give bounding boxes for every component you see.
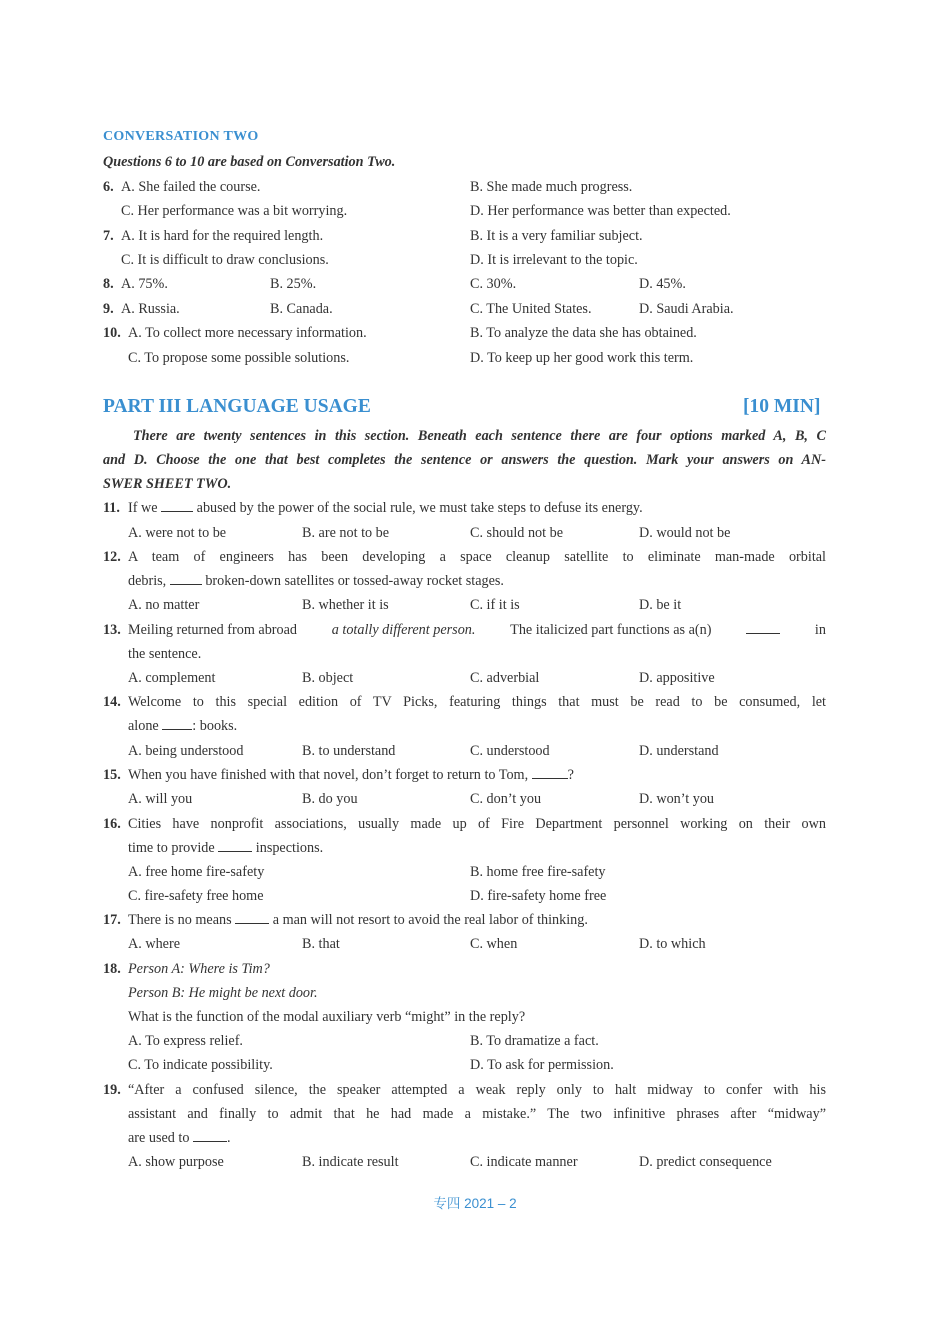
stem-text: debris, — [128, 573, 167, 589]
option-c: C. should not be — [470, 525, 564, 541]
part-time: [10 MIN] — [743, 396, 821, 417]
option-b: B. To dramatize a fact. — [470, 1033, 599, 1049]
question-number: 16. — [103, 816, 121, 832]
question-stem: What is the function of the modal auxiliary verb “might” in the reply? — [128, 1009, 526, 1025]
instruction-text: and D. Choose the one that best completes the sentence or answers the question. Mark your answers on AN- — [103, 452, 826, 468]
question-number: 12. — [103, 549, 121, 565]
stem-text: A team of engineers has been developing a space cleanup satellite to eliminate man-made orbital — [128, 549, 826, 565]
option-a: A. were not to be — [128, 525, 227, 541]
answer-blank — [746, 621, 780, 634]
option-a: A. free home fire-safety — [128, 864, 265, 880]
option-c: C. It is difficult to draw conclusions. — [121, 252, 329, 268]
option-d: D. would not be — [639, 525, 731, 541]
stem-text: Cities have nonprofit associations, usually made up of Fire Department personnel working on their own — [128, 816, 826, 832]
question-stem-line-1 — [128, 548, 826, 566]
option-c: C. when — [470, 936, 518, 952]
page-footer: 专四 2021 – 2 — [433, 1196, 517, 1211]
question-number: 13. — [103, 622, 121, 638]
question-number: 8. — [103, 276, 114, 292]
option-a: A. being understood — [128, 743, 244, 759]
instruction-text: There are twenty sentences in this section. Beneath each sentence there are four options marked A, B, C — [133, 428, 826, 444]
option-b: B. object — [302, 670, 354, 686]
option-b: B. To analyze the data she has obtained. — [470, 325, 697, 341]
option-b: B. do you — [302, 791, 358, 807]
stem-text: : books. — [192, 718, 238, 734]
option-d: D. be it — [639, 597, 682, 613]
question-number: 7. — [103, 228, 114, 244]
option-a: A. show purpose — [128, 1154, 224, 1170]
option-c: C. Her performance was a bit worrying. — [121, 203, 348, 219]
option-a: A. complement — [128, 670, 216, 686]
option-b: B. whether it is — [302, 597, 389, 613]
section-instruction: Questions 6 to 10 are based on Conversation Two. — [103, 154, 396, 170]
question-stem-line-2 — [128, 572, 504, 590]
answer-blank — [162, 717, 192, 730]
stem-text: There is no means — [128, 912, 232, 928]
option-d: D. understand — [639, 743, 719, 759]
option-d: D. It is irrelevant to the topic. — [470, 252, 638, 268]
option-b: B. indicate result — [302, 1154, 399, 1170]
option-b: B. 25%. — [270, 276, 317, 292]
option-d: D. To ask for permission. — [470, 1057, 614, 1073]
question-stem-line-1 — [128, 1081, 826, 1099]
option-b: B. Canada. — [270, 301, 333, 317]
option-c: C. adverbial — [470, 670, 540, 686]
option-c: C. indicate manner — [470, 1154, 578, 1170]
option-a: A. To collect more necessary information. — [128, 325, 367, 341]
answer-blank — [193, 1129, 227, 1142]
option-c: C. 30%. — [470, 276, 517, 292]
option-d: D. To keep up her good work this term. — [470, 350, 694, 366]
part-title: PART III LANGUAGE USAGE — [103, 396, 371, 417]
question-stem — [128, 766, 574, 784]
question-number: 15. — [103, 767, 121, 783]
option-b: B. to understand — [302, 743, 396, 759]
question-stem-line-2: the sentence. — [128, 646, 202, 662]
part-instruction-line-2 — [103, 451, 826, 469]
option-c: C. To propose some possible solutions. — [128, 350, 350, 366]
question-number: 18. — [103, 961, 121, 977]
option-a: A. It is hard for the required length. — [121, 228, 324, 244]
answer-blank — [170, 572, 202, 585]
question-stem-line-2 — [128, 1105, 826, 1123]
answer-blank — [235, 911, 269, 924]
stem-text: inspections. — [255, 840, 324, 856]
option-d: D. won’t you — [639, 791, 715, 807]
dialogue-person-a: Person A: Where is Tim? — [128, 961, 270, 977]
stem-text: If we — [128, 500, 158, 516]
option-b: B. are not to be — [302, 525, 390, 541]
option-a: A. Russia. — [121, 301, 180, 317]
option-d: D. to which — [639, 936, 706, 952]
question-number: 19. — [103, 1082, 121, 1098]
question-stem-line-2 — [128, 839, 323, 857]
option-d: D. fire-safety home free — [470, 888, 607, 904]
option-b: B. that — [302, 936, 340, 952]
answer-blank — [532, 766, 568, 779]
question-number: 6. — [103, 179, 114, 195]
option-a: A. She failed the course. — [121, 179, 261, 195]
stem-text: . — [227, 1130, 231, 1146]
option-b: B. home free fire-safety — [470, 864, 606, 880]
dialogue-person-b: Person B: He might be next door. — [128, 985, 318, 1001]
question-number: 10. — [103, 325, 121, 341]
option-b: B. It is a very familiar subject. — [470, 228, 643, 244]
stem-text: alone — [128, 718, 159, 734]
stem-text: Meiling returned from abroad — [128, 622, 298, 638]
option-b: B. She made much progress. — [470, 179, 633, 195]
option-c: C. if it is — [470, 597, 520, 613]
option-d: D. appositive — [639, 670, 715, 686]
option-c: C. understood — [470, 743, 550, 759]
stem-text: When you have finished with that novel, don’t forget to return to Tom, — [128, 767, 529, 783]
question-number: 17. — [103, 912, 121, 928]
option-a: A. 75%. — [121, 276, 168, 292]
question-stem — [128, 499, 643, 517]
option-d: D. Saudi Arabia. — [639, 301, 734, 317]
stem-text: in — [814, 622, 826, 638]
question-stem-line-3 — [128, 1129, 231, 1147]
option-c: C. fire-safety free home — [128, 888, 264, 904]
option-d: D. 45%. — [639, 276, 686, 292]
question-stem-line-1 — [128, 621, 826, 639]
stem-text: time to provide — [128, 840, 215, 856]
stem-text: a man will not resort to avoid the real labor of thinking. — [272, 912, 588, 928]
answer-blank — [218, 839, 252, 852]
stem-text: Welcome to this special edition of TV Picks, featuring things that must be read to be consumed, let — [128, 694, 826, 710]
stem-text: “After a confused silence, the speaker attempted a weak reply only to halt midway to confer with his — [128, 1082, 826, 1098]
question-stem — [128, 911, 588, 929]
question-number: 11. — [103, 500, 120, 516]
option-a: A. will you — [128, 791, 193, 807]
question-number: 14. — [103, 694, 121, 710]
option-c: C. don’t you — [470, 791, 542, 807]
option-d: D. predict consequence — [639, 1154, 772, 1170]
section-heading: CONVERSATION TWO — [103, 129, 259, 144]
part-instruction-line-1 — [103, 427, 826, 445]
stem-text: are used to — [128, 1130, 190, 1146]
option-a: A. To express relief. — [128, 1033, 243, 1049]
option-a: A. no matter — [128, 597, 200, 613]
stem-text: abused by the power of the social rule, we must take steps to defuse its energy. — [196, 500, 643, 516]
option-c: C. The United States. — [470, 301, 592, 317]
question-number: 9. — [103, 301, 114, 317]
part-instruction-line-3: SWER SHEET TWO. — [103, 476, 232, 492]
option-a: A. where — [128, 936, 180, 952]
question-stem-line-1 — [128, 815, 826, 833]
stem-text: The italicized part functions as a(n) — [510, 622, 712, 638]
question-stem-line-1 — [128, 693, 826, 711]
option-d: D. Her performance was better than expected. — [470, 203, 731, 219]
answer-blank — [161, 499, 193, 512]
stem-text: ? — [567, 767, 574, 783]
stem-text: broken-down satellites or tossed-away rocket stages. — [205, 573, 504, 589]
option-c: C. To indicate possibility. — [128, 1057, 273, 1073]
question-stem-line-2 — [128, 717, 237, 735]
italic-part: a totally different person. — [331, 622, 476, 638]
stem-text: assistant and finally to admit that he had made a mistake.” The two infinitive phrases after “midway” — [128, 1106, 826, 1122]
